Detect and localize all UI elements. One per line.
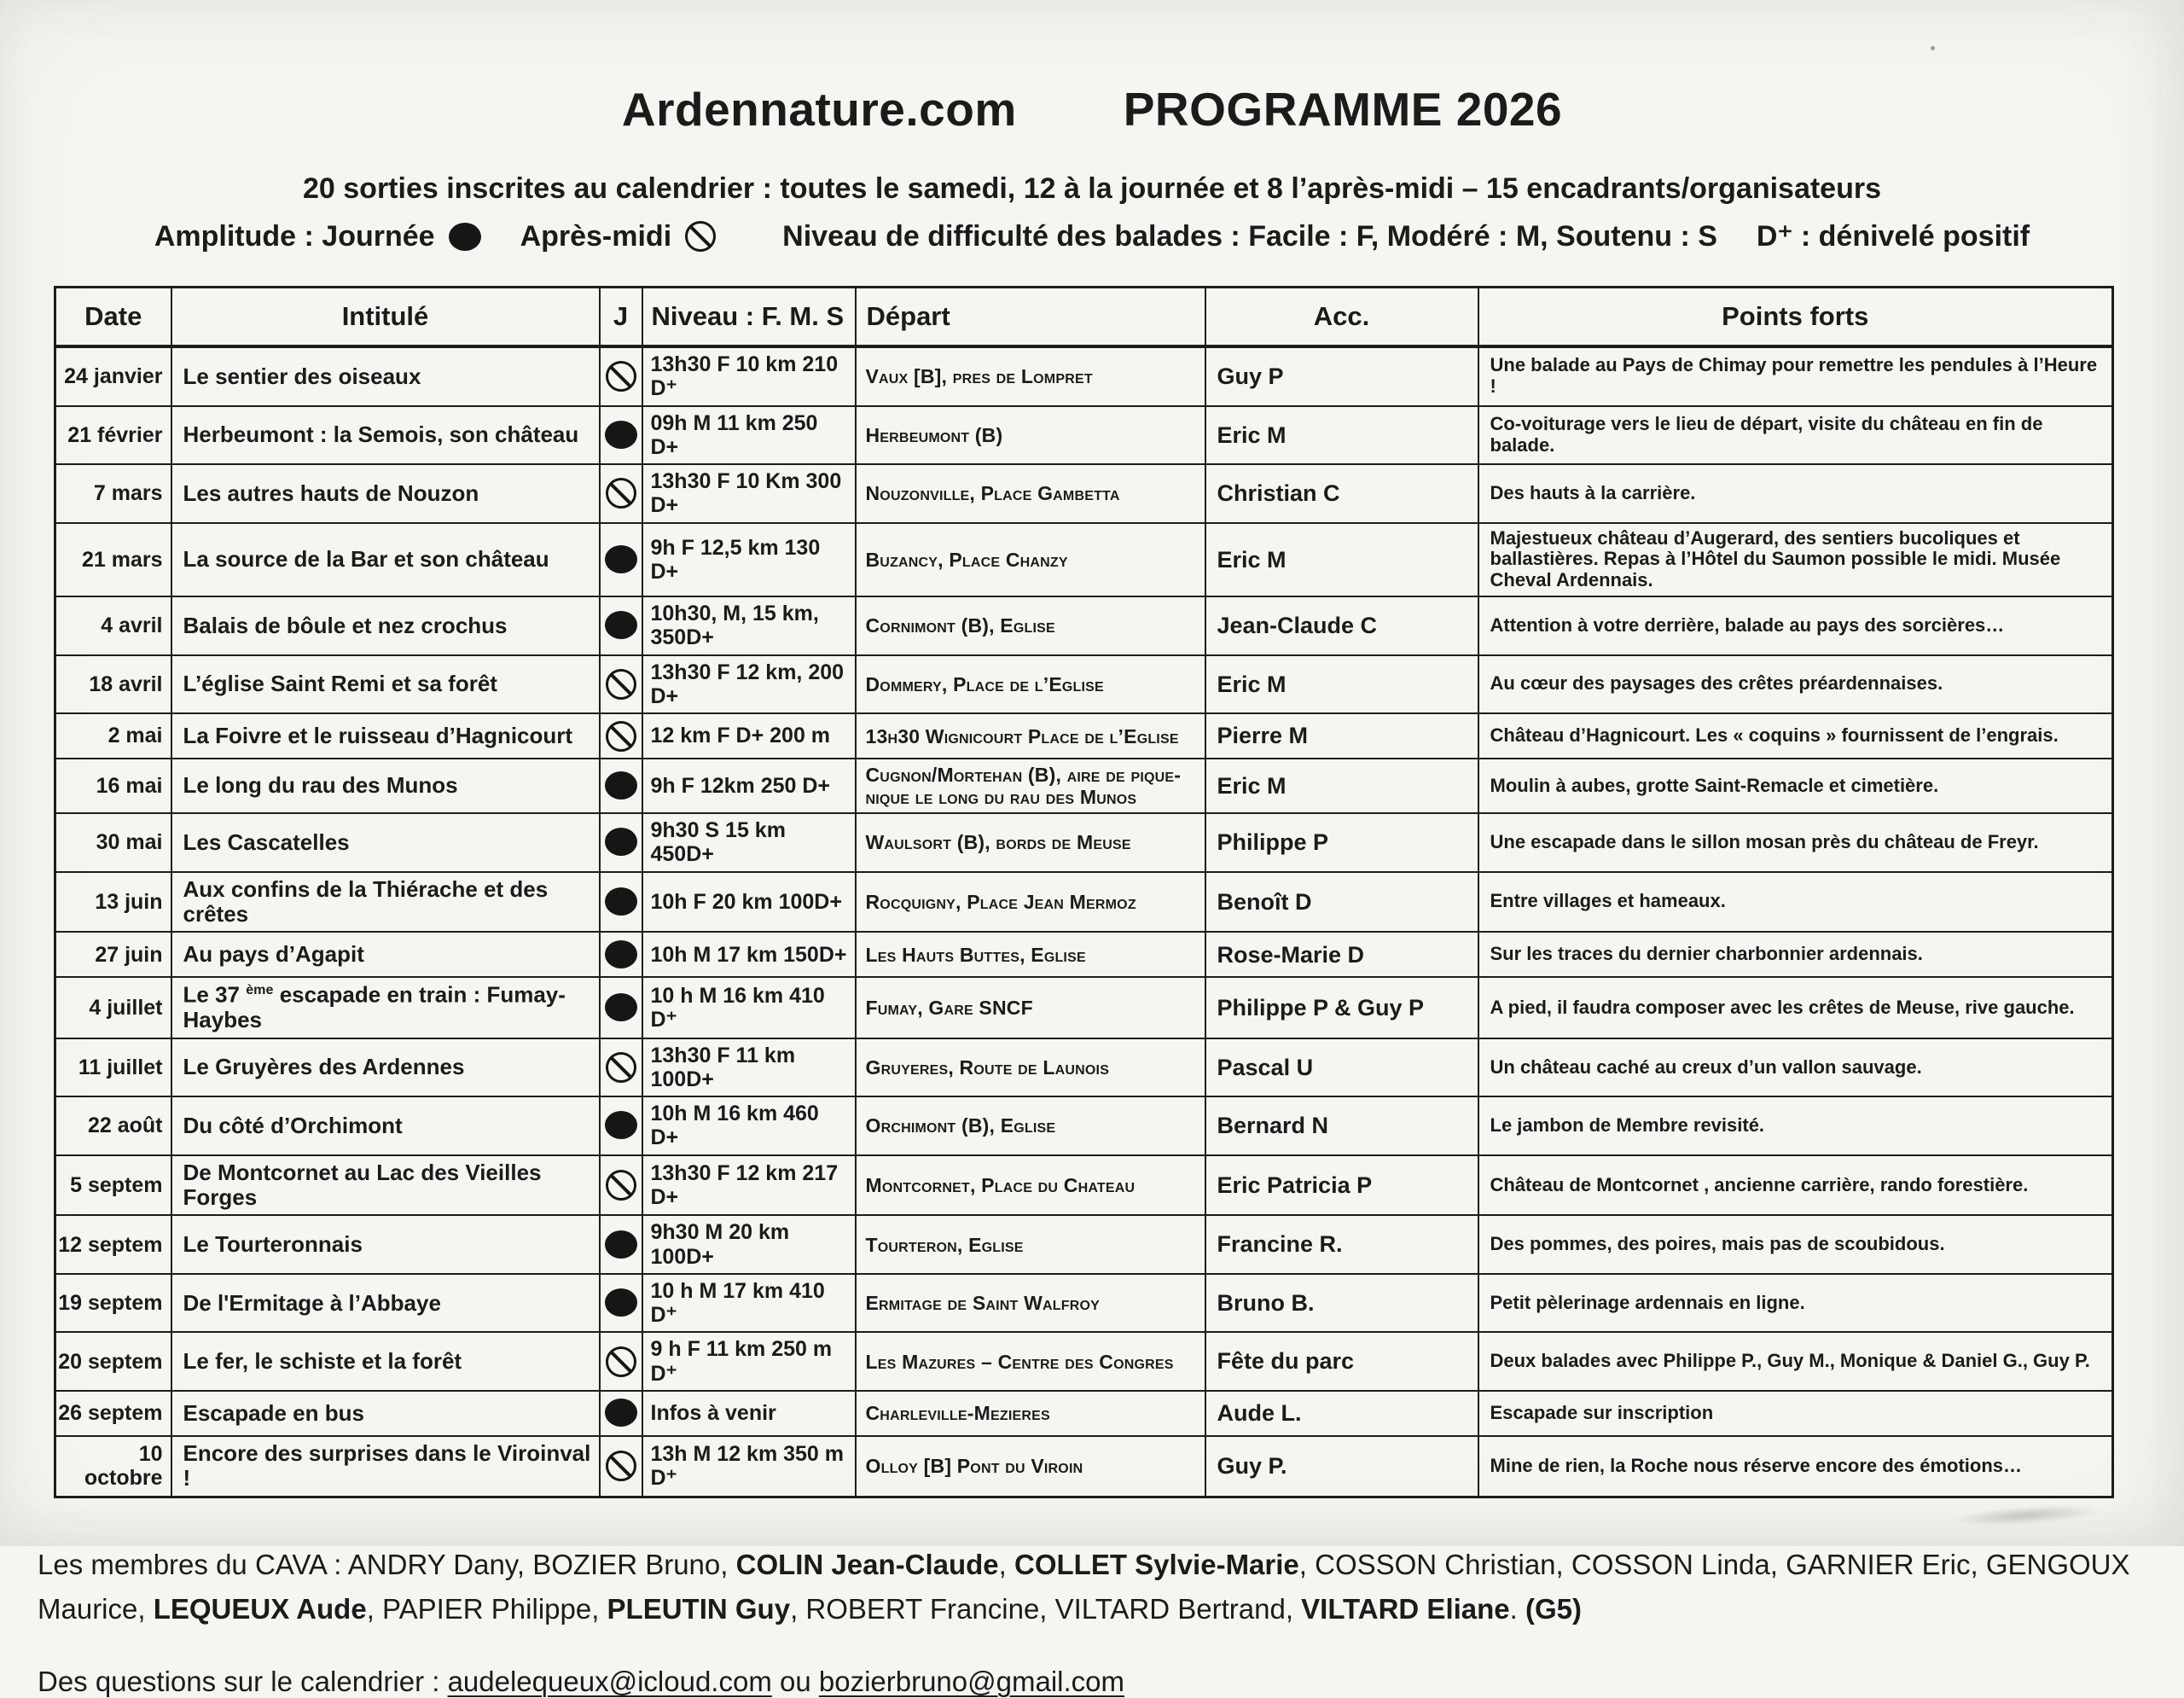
depart-cell: Cugnon/Mortehan (B), aire de pique-nique le long du rau des Munos: [856, 759, 1205, 813]
niveau-cell: 13h M 12 km 350 m D⁺: [642, 1436, 856, 1497]
header-row: [55, 288, 2113, 347]
depart-cell: Waulsort (B), bords de Meuse: [856, 813, 1205, 872]
depart-cell: Gruyeres, Route de Launois: [856, 1038, 1205, 1097]
acc-cell: Philippe P: [1205, 813, 1478, 872]
scan-speck: [1931, 46, 1935, 50]
difficulty-label: Niveau de difficulté des balades : Facile : F, Modéré : M, Soutenu : S: [782, 219, 1717, 253]
points-cell: Deux balades avec Philippe P., Guy M., Monique & Daniel G., Guy P.: [1478, 1332, 2113, 1391]
intitule-cell: Le long du rau des Munos: [171, 759, 600, 813]
points-cell: Des pommes, des poires, mais pas de scoubidous.: [1478, 1215, 2113, 1274]
niveau-cell: 10h M 16 km 460 D+: [642, 1096, 856, 1155]
date-cell: 4 avril: [55, 596, 171, 655]
date-cell: 20 septem: [55, 1332, 171, 1391]
questions-separator: ou: [771, 1665, 819, 1697]
depart-cell: Les Mazures – Centre des Congres: [856, 1332, 1205, 1391]
amplitude-cell: [600, 932, 642, 977]
date-cell: 22 août: [55, 1096, 171, 1155]
acc-cell: Aude L.: [1205, 1391, 1478, 1436]
date-cell: 10 octobre: [55, 1436, 171, 1497]
scan-smudge: [1954, 1502, 2100, 1529]
depart-cell: Tourteron, Eglise: [856, 1215, 1205, 1274]
apres-midi-icon: [606, 721, 636, 752]
intitule-cell: Le 37 $^{ème}$ escapade en train : Fumay-Haybes: [171, 977, 600, 1038]
intitule-cell: Escapade en bus: [171, 1391, 600, 1436]
acc-cell: Guy P.: [1205, 1436, 1478, 1497]
date-cell: 13 juin: [55, 872, 171, 933]
niveau-cell: 9h F 12,5 km 130 D+: [642, 523, 856, 597]
intitule-cell: Encore des surprises dans le Viroinval !: [171, 1436, 600, 1497]
journee-icon: [605, 993, 637, 1021]
date-cell: 7 mars: [55, 464, 171, 523]
journee-icon: [605, 828, 637, 856]
journee-icon: [605, 1111, 637, 1139]
amplitude-cell: [600, 346, 642, 406]
intitule-cell: Le fer, le schiste et la forêt: [171, 1332, 600, 1391]
table-row: [55, 1332, 2113, 1391]
depart-cell: 13h30 Wignicourt Place de l’Eglise: [856, 713, 1205, 759]
points-cell: Château de Montcornet , ancienne carrière, rando forestière.: [1478, 1155, 2113, 1216]
subtitle: 20 sorties inscrites au calendrier : toutes le samedi, 12 à la journée et 8 l’après-midi – 15 encadrants/organisateurs: [303, 172, 1881, 205]
acc-cell: Jean-Claude C: [1205, 596, 1478, 655]
date-cell: 11 juillet: [55, 1038, 171, 1097]
apres-midi-icon: [606, 361, 636, 392]
table-row: [55, 1274, 2113, 1333]
journee-icon: [449, 223, 481, 251]
niveau-cell: 10h M 17 km 150D+: [642, 932, 856, 977]
amplitude-cell: [600, 655, 642, 714]
depart-cell: Olloy [B] Pont du Viroin: [856, 1436, 1205, 1497]
questions-label: Des questions sur le calendrier :: [38, 1665, 448, 1697]
col-header-j: J: [600, 288, 642, 347]
date-cell: 24 janvier: [55, 346, 171, 406]
acc-cell: Pierre M: [1205, 713, 1478, 759]
amplitude-cell: [600, 759, 642, 813]
table-row: [55, 813, 2113, 872]
amplitude-cell: [600, 977, 642, 1038]
table-row: [55, 464, 2113, 523]
points-cell: Une escapade dans le sillon mosan près du château de Freyr.: [1478, 813, 2113, 872]
apres-midi-icon: [685, 221, 716, 252]
intitule-cell: Aux confins de la Thiérache et des crêtes: [171, 872, 600, 933]
journee-icon: [605, 1399, 637, 1427]
niveau-cell: 10 h M 17 km 410 D⁺: [642, 1274, 856, 1333]
points-cell: Au cœur des paysages des crêtes préardennaises.: [1478, 655, 2113, 714]
niveau-cell: 10h F 20 km 100D+: [642, 872, 856, 933]
points-cell: Des hauts à la carrière.: [1478, 464, 2113, 523]
amplitude-cell: [600, 1332, 642, 1391]
date-cell: 21 mars: [55, 523, 171, 597]
acc-cell: Pascal U: [1205, 1038, 1478, 1097]
intitule-cell: La source de la Bar et son château: [171, 523, 600, 597]
apres-midi-icon: [606, 1346, 636, 1377]
depart-cell: Herbeumont (B): [856, 406, 1205, 465]
niveau-cell: 13h30 F 11 km 100D+: [642, 1038, 856, 1097]
points-cell: Un château caché au creux d’un vallon sauvage.: [1478, 1038, 2113, 1097]
points-cell: Sur les traces du dernier charbonnier ardennais.: [1478, 932, 2113, 977]
niveau-cell: 12 km F D+ 200 m: [642, 713, 856, 759]
niveau-cell: 13h30 F 10 km 210 D⁺: [642, 346, 856, 406]
acc-cell: Guy P: [1205, 346, 1478, 406]
points-cell: Le jambon de Membre revisité.: [1478, 1096, 2113, 1155]
journee-icon: [605, 1230, 637, 1259]
depart-cell: Les Hauts Buttes, Eglise: [856, 932, 1205, 977]
points-cell: Mine de rien, la Roche nous réserve encore des émotions…: [1478, 1436, 2113, 1497]
depart-cell: Buzancy, Place Chanzy: [856, 523, 1205, 597]
depart-cell: Montcornet, Place du Chateau: [856, 1155, 1205, 1216]
table-row: [55, 1096, 2113, 1155]
date-cell: 2 mai: [55, 713, 171, 759]
niveau-cell: 13h30 F 12 km 217 D+: [642, 1155, 856, 1216]
date-cell: 21 février: [55, 406, 171, 465]
intitule-cell: Au pays d’Agapit: [171, 932, 600, 977]
acc-cell: Bernard N: [1205, 1096, 1478, 1155]
niveau-cell: 9h30 M 20 km 100D+: [642, 1215, 856, 1274]
depart-cell: Dommery, Place de l’Eglise: [856, 655, 1205, 714]
points-cell: Attention à votre derrière, balade au pays des sorcières…: [1478, 596, 2113, 655]
table-row: [55, 1436, 2113, 1497]
site-name: Ardennature.com: [621, 83, 1017, 136]
niveau-cell: 10 h M 16 km 410 D⁺: [642, 977, 856, 1038]
niveau-cell: 09h M 11 km 250 D+: [642, 406, 856, 465]
table-row: [55, 1038, 2113, 1097]
table-row: [55, 977, 2113, 1038]
acc-cell: Benoît D: [1205, 872, 1478, 933]
page-title: PROGRAMME 2026: [1123, 83, 1563, 136]
table-row: [55, 759, 2113, 813]
intitule-cell: Le Gruyères des Ardennes: [171, 1038, 600, 1097]
journee-icon: [605, 1288, 637, 1317]
table-row: [55, 1391, 2113, 1436]
amplitude-cell: [600, 1038, 642, 1097]
journee-icon: [605, 421, 637, 449]
table-row: [55, 523, 2113, 597]
acc-cell: Francine R.: [1205, 1215, 1478, 1274]
intitule-cell: Le sentier des oiseaux: [171, 346, 600, 406]
apres-midi-icon: [606, 478, 636, 509]
col-header-points: Points forts: [1478, 288, 2113, 347]
program-table: [54, 286, 2114, 1498]
depart-cell: Charleville-Mezieres: [856, 1391, 1205, 1436]
amplitude-cell: [600, 1155, 642, 1216]
date-cell: 12 septem: [55, 1215, 171, 1274]
questions-line: [38, 1666, 2153, 1698]
date-cell: 4 juillet: [55, 977, 171, 1038]
date-cell: 18 avril: [55, 655, 171, 714]
apres-midi-icon: [606, 669, 636, 700]
amplitude-label: Amplitude : Journée: [154, 219, 435, 253]
points-cell: Une balade au Pays de Chimay pour remettre les pendules à l’Heure !: [1478, 346, 2113, 406]
apres-midi-icon: [606, 1052, 636, 1083]
col-header-niveau: Niveau : F. M. S: [642, 288, 856, 347]
points-cell: Château d’Hagnicourt. Les « coquins » fournissent de l’engrais.: [1478, 713, 2113, 759]
titlebar: [0, 0, 2184, 137]
depart-cell: Ermitage de Saint Walfroy: [856, 1274, 1205, 1333]
acc-cell: Eric M: [1205, 406, 1478, 465]
table-row: [55, 346, 2113, 406]
amplitude-cell: [600, 1274, 642, 1333]
acc-cell: Eric M: [1205, 759, 1478, 813]
journee-icon: [605, 611, 637, 639]
intitule-cell: Du côté d’Orchimont: [171, 1096, 600, 1155]
date-cell: 19 septem: [55, 1274, 171, 1333]
amplitude-cell: [600, 464, 642, 523]
points-cell: Escapade sur inscription: [1478, 1391, 2113, 1436]
table-row: [55, 406, 2113, 465]
amplitude-cell: [600, 1096, 642, 1155]
intitule-cell: De Montcornet au Lac des Vieilles Forges: [171, 1155, 600, 1216]
journee-icon: [605, 771, 637, 800]
amplitude-cell: [600, 596, 642, 655]
col-header-depart: Départ: [856, 288, 1205, 347]
acc-cell: Fête du parc: [1205, 1332, 1478, 1391]
intitule-cell: Les Cascatelles: [171, 813, 600, 872]
acc-cell: Bruno B.: [1205, 1274, 1478, 1333]
depart-cell: Nouzonville, Place Gambetta: [856, 464, 1205, 523]
acc-cell: Christian C: [1205, 464, 1478, 523]
points-cell: Moulin à aubes, grotte Saint-Remacle et cimetière.: [1478, 759, 2113, 813]
intitule-cell: Le Tourteronnais: [171, 1215, 600, 1274]
table-row: [55, 872, 2113, 933]
apres-midi-icon: [606, 1170, 636, 1201]
acc-cell: Rose-Marie D: [1205, 932, 1478, 977]
depart-cell: Rocquigny, Place Jean Mermoz: [856, 872, 1205, 933]
date-cell: 27 juin: [55, 932, 171, 977]
depart-cell: Cornimont (B), Eglise: [856, 596, 1205, 655]
table-row: [55, 596, 2113, 655]
table-row: [55, 655, 2113, 714]
niveau-cell: 13h30 F 12 km, 200 D+: [642, 655, 856, 714]
niveau-cell: 9h30 S 15 km 450D+: [642, 813, 856, 872]
date-cell: 5 septem: [55, 1155, 171, 1216]
date-cell: 30 mai: [55, 813, 171, 872]
email-link-bruno[interactable]: bozierbruno@gmail.com: [818, 1665, 1125, 1697]
amplitude-cell: [600, 872, 642, 933]
table-row: [55, 932, 2113, 977]
email-link-aude[interactable]: audelequeux@icloud.com: [447, 1665, 772, 1697]
denivele-label: D⁺ : dénivelé positif: [1756, 220, 2030, 253]
col-header-intitule: Intitulé: [171, 288, 600, 347]
amplitude-cell: [600, 1391, 642, 1436]
points-cell: Co-voiturage vers le lieu de départ, visite du château en fin de balade.: [1478, 406, 2113, 465]
amplitude-cell: [600, 406, 642, 465]
intitule-cell: De l'Ermitage à l’Abbaye: [171, 1274, 600, 1333]
col-header-date: Date: [55, 288, 171, 347]
points-cell: Majestueux château d’Augerard, des sentiers bucoliques et ballastières. Repas à l’Hôtel du Saumon possible le midi. Musée Cheval Ardennais.: [1478, 523, 2113, 597]
apres-midi-icon: [606, 1451, 636, 1481]
niveau-cell: 10h30, M, 15 km, 350D+: [642, 596, 856, 655]
points-cell: Petit pèlerinage ardennais en ligne.: [1478, 1274, 2113, 1333]
amplitude-cell: [600, 1436, 642, 1497]
amplitude-cell: [600, 523, 642, 597]
depart-cell: Fumay, Gare SNCF: [856, 977, 1205, 1038]
intitule-cell: Les autres hauts de Nouzon: [171, 464, 600, 523]
table-row: [55, 713, 2113, 759]
date-cell: 26 septem: [55, 1391, 171, 1436]
intitule-cell: Balais de bôule et nez crochus: [171, 596, 600, 655]
points-cell: Entre villages et hameaux.: [1478, 872, 2113, 933]
col-header-acc: Acc.: [1205, 288, 1478, 347]
apres-midi-label: Après-midi: [520, 219, 672, 253]
journee-icon: [605, 940, 637, 968]
legend: [0, 219, 2184, 253]
acc-cell: Philippe P & Guy P: [1205, 977, 1478, 1038]
niveau-cell: 13h30 F 10 Km 300 D+: [642, 464, 856, 523]
amplitude-cell: [600, 813, 642, 872]
journee-icon: [605, 887, 637, 916]
niveau-cell: 9 h F 11 km 250 m D⁺: [642, 1332, 856, 1391]
date-cell: 16 mai: [55, 759, 171, 813]
acc-cell: Eric M: [1205, 655, 1478, 714]
depart-cell: Vaux [B], pres de Lompret: [856, 346, 1205, 406]
members-paragraph: Les membres du CAVA : ANDRY Dany, BOZIER Bruno, COLIN Jean-Claude, COLLET Sylvie-Marie, COSSON Christian, COSSON Linda, GARNIER Eric, GENGOUX Maurice, LEQUEUX Aude, PAPIER Philippe, PLEUTIN Guy, ROBERT Francine, VILTARD Bertrand, VILTARD Eliane. (G5): [38, 1548, 2130, 1625]
intitule-cell: Herbeumont : la Semois, son château: [171, 406, 600, 465]
niveau-cell: 9h F 12km 250 D+: [642, 759, 856, 813]
acc-cell: Eric M: [1205, 523, 1478, 597]
amplitude-cell: [600, 713, 642, 759]
journee-icon: [605, 545, 637, 573]
acc-cell: Eric Patricia P: [1205, 1155, 1478, 1216]
depart-cell: Orchimont (B), Eglise: [856, 1096, 1205, 1155]
niveau-cell: Infos à venir: [642, 1391, 856, 1436]
points-cell: A pied, il faudra composer avec les crêtes de Meuse, rive gauche.: [1478, 977, 2113, 1038]
table-row: [55, 1155, 2113, 1216]
intitule-cell: L’église Saint Remi et sa forêt: [171, 655, 600, 714]
amplitude-cell: [600, 1215, 642, 1274]
table-row: [55, 1215, 2113, 1274]
intitule-cell: La Foivre et le ruisseau d’Hagnicourt: [171, 713, 600, 759]
